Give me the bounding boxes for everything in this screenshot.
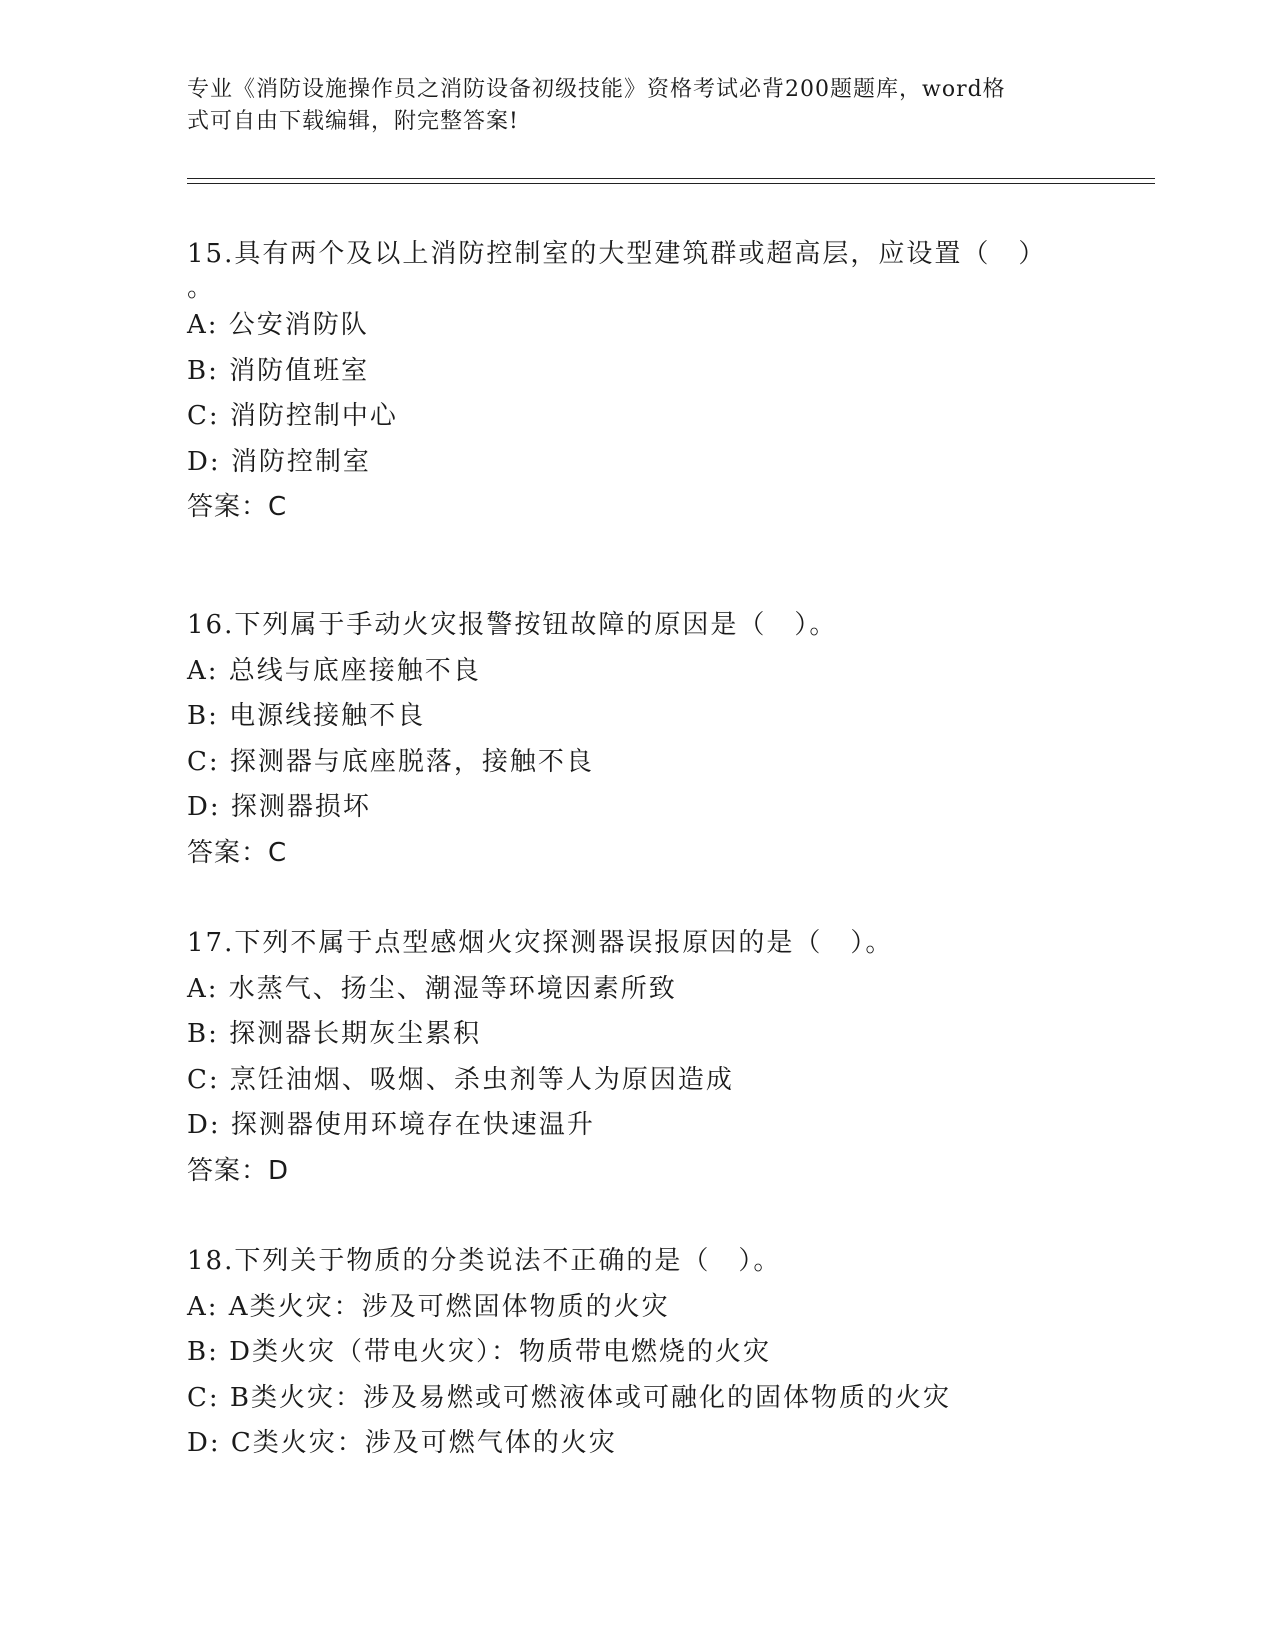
option-a: A: A类火灾：涉及可燃固体物质的火灾 (187, 1291, 670, 1322)
question-stem: 15.具有两个及以上消防控制室的大型建筑群或超高层，应设置（ ） (187, 239, 1047, 269)
option-c: C: 烹饪油烟、吸烟、杀虫剂等人为原因造成 (187, 1064, 734, 1095)
header-divider-top (187, 178, 1155, 179)
option-a: A: 总线与底座接触不良 (187, 655, 481, 686)
option-d: D: C类火灾：涉及可燃气体的火灾 (187, 1428, 617, 1458)
question-16 (187, 603, 1087, 876)
header-line-1: 专业《消防设施操作员之消防设备初级技能》资格考试必背200题题库，word格 (187, 77, 1006, 102)
option-a: A: 水蒸气、扬尘、潮湿等环境因素所致 (187, 973, 677, 1004)
question-stem: 18.下列关于物质的分类说法不正确的是（ ）。 (187, 1246, 782, 1276)
option-a: A: 公安消防队 (187, 310, 369, 340)
answer: 答案：C (187, 492, 288, 522)
option-d: D: 探测器损坏 (187, 792, 371, 822)
question-stem: 16.下列属于手动火灾报警按钮故障的原因是（ ）。 (187, 610, 838, 640)
option-b: B: D类火灾（带电火灾）：物质带电燃烧的火灾 (187, 1337, 771, 1367)
option-b: B: 电源线接触不良 (187, 701, 426, 731)
option-c: C: 消防控制中心 (187, 401, 398, 431)
option-c: C: 探测器与底座脱落，接触不良 (187, 746, 594, 777)
question-stem: 17.下列不属于点型感烟火灾探测器误报原因的是（ ）。 (187, 928, 894, 958)
option-d: D: 探测器使用环境存在快速温升 (187, 1110, 595, 1140)
header-line-2: 式可自由下载编辑，附完整答案! (187, 109, 519, 134)
option-b: B: 探测器长期灰尘累积 (187, 1019, 482, 1049)
question-15 (187, 235, 1087, 531)
document-header (187, 74, 1087, 138)
question-17 (187, 921, 1087, 1194)
option-b: B: 消防值班室 (187, 355, 370, 386)
question-stem-continuation: 。 (187, 273, 216, 303)
answer: 答案：C (187, 837, 288, 868)
option-c: C: B类火灾：涉及易燃或可燃液体或可融化的固体物质的火灾 (187, 1382, 952, 1413)
header-divider-bottom (187, 183, 1155, 184)
question-18 (187, 1239, 1087, 1467)
option-d: D: 消防控制室 (187, 446, 371, 477)
answer: 答案：D (187, 1155, 290, 1186)
